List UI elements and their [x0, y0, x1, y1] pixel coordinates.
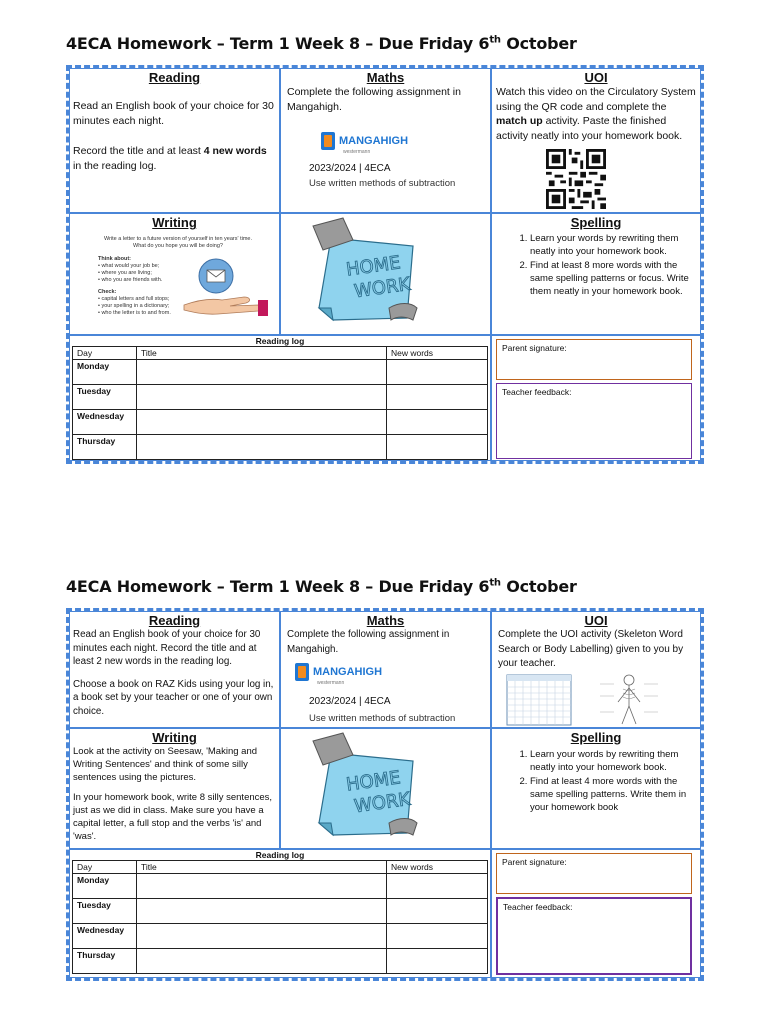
- col-title: Title: [137, 861, 387, 874]
- spelling-item: 1. Learn your words by rewriting them neatly into your homework book.: [530, 232, 694, 258]
- uoi-heading: UOI: [584, 613, 608, 628]
- teacher-feedback-box[interactable]: Teacher feedback:: [496, 383, 692, 459]
- table-row: Tuesday: [73, 899, 488, 924]
- spelling-cell: [491, 213, 701, 335]
- parent-signature-box[interactable]: Parent signature:: [496, 853, 692, 894]
- reading-instruction: Read an English book of your choice for 30 minutes each night. Record the title and at least 2 new words in the reading log.: [73, 629, 261, 667]
- feedback-cell: [491, 335, 701, 461]
- table-row: Monday: [73, 874, 488, 899]
- reading-cell: [69, 68, 280, 213]
- reading-log-cell: [69, 335, 491, 461]
- reading-log-table: [72, 346, 488, 460]
- reading-log-instruction: Record the title and at least 4 new words in the reading log.: [73, 145, 267, 172]
- reading-log-title: Reading log: [255, 336, 305, 346]
- title-entry[interactable]: [137, 385, 387, 410]
- reading-book-choice: Choose a book on RAZ Kids using your log in, a book set by your teacher or one of your own choice.: [73, 678, 274, 717]
- new-words-entry[interactable]: [387, 385, 488, 410]
- spelling-list: [492, 748, 700, 814]
- maths-task: Use written methods of subtraction: [309, 178, 456, 189]
- col-day: Day: [73, 347, 137, 360]
- homework-sheet-2: [66, 577, 704, 960]
- uoi-heading: UOI: [584, 70, 608, 85]
- table-row: Monday: [73, 360, 488, 385]
- writing-instruction: Look at the activity on Seesaw, 'Making and Writing Sentences' and think of some silly sentences using the pictures.: [73, 746, 258, 783]
- uoi-cell: [491, 611, 701, 728]
- title-entry[interactable]: [137, 924, 387, 949]
- uoi-instruction: Watch this video on the Circulatory System using the QR code and complete the match up activity. Paste the finished activity neatly into your homework book.: [496, 86, 696, 142]
- reading-heading: Reading: [148, 613, 201, 628]
- table-row: Wednesday: [73, 410, 488, 435]
- spelling-heading: Spelling: [570, 730, 622, 745]
- sheet-title: 4ECA Homework – Term 1 Week 8 – Due Friday 6th October: [66, 34, 577, 53]
- mangahigh-logo-icon: [321, 132, 335, 150]
- title-entry[interactable]: [137, 410, 387, 435]
- feedback-cell: [491, 849, 701, 978]
- title-entry[interactable]: [137, 874, 387, 899]
- title-entry[interactable]: [137, 899, 387, 924]
- col-new-words: New words: [387, 861, 488, 874]
- maths-instruction: Complete the following assignment in Mangahigh.: [287, 86, 461, 113]
- table-row: Thursday: [73, 949, 488, 974]
- mangahigh-logo: MANGAHIGH westermann: [321, 132, 490, 155]
- new-words-entry[interactable]: [387, 949, 488, 974]
- homework-sheet-1: [66, 34, 704, 446]
- title-entry[interactable]: [137, 360, 387, 385]
- qr-code-icon: [546, 149, 606, 209]
- uoi-cell: [491, 68, 701, 213]
- title-entry[interactable]: [137, 949, 387, 974]
- col-title: Title: [137, 347, 387, 360]
- reading-log-table: [72, 860, 488, 974]
- new-words-entry[interactable]: [387, 874, 488, 899]
- writing-heading: Writing: [152, 215, 197, 230]
- maths-task: Use written methods of subtraction: [309, 713, 456, 724]
- maths-year: 2023/2024 | 4ECA: [309, 696, 391, 707]
- mangahigh-logo-icon: [295, 663, 309, 681]
- maths-heading: Maths: [366, 613, 405, 628]
- new-words-entry[interactable]: [387, 435, 488, 460]
- new-words-entry[interactable]: [387, 410, 488, 435]
- title-entry[interactable]: [137, 435, 387, 460]
- poster-line-1: HOME: [344, 767, 402, 796]
- reading-log-title: Reading log: [255, 850, 305, 860]
- spelling-heading: Spelling: [570, 215, 622, 230]
- table-row: Wednesday: [73, 924, 488, 949]
- uoi-instruction: Complete the UOI activity (Skeleton Word Search or Body Labelling) given to you by your teacher.: [498, 629, 684, 669]
- new-words-entry[interactable]: [387, 924, 488, 949]
- maths-instruction: Complete the following assignment in Mangahigh.: [287, 629, 450, 655]
- homework-frame: [66, 608, 704, 981]
- table-row: Tuesday: [73, 385, 488, 410]
- maths-cell: [280, 611, 491, 728]
- writing-intro: Write a letter to a future version of yourself in ten years' time. What do you hope you will be doing?: [104, 236, 252, 249]
- col-new-words: New words: [387, 347, 488, 360]
- reading-log-cell: [69, 849, 491, 978]
- spelling-list: [492, 232, 700, 298]
- maths-year: 2023/2024 | 4ECA: [309, 163, 391, 174]
- homework-frame: [66, 65, 704, 464]
- homework-note-icon: [309, 731, 429, 843]
- new-words-entry[interactable]: [387, 360, 488, 385]
- writing-heading: Writing: [152, 730, 197, 745]
- spelling-cell: [491, 728, 701, 849]
- homework-poster-cell: [280, 213, 491, 335]
- parent-signature-box[interactable]: Parent signature:: [496, 339, 692, 380]
- homework-poster-cell: [280, 728, 491, 849]
- poster-line-1: HOME: [344, 252, 402, 281]
- reading-heading: Reading: [148, 70, 201, 85]
- spelling-item: 2. Find at least 8 more words with the same spelling patterns or focus. Write them neatly in your homework book.: [530, 259, 694, 298]
- sheet-title: 4ECA Homework – Term 1 Week 8 – Due Friday 6th October: [66, 577, 577, 596]
- spelling-item: 2. Find at least 4 more words with the same spelling patterns. Write them in your homework book: [530, 775, 694, 814]
- poster-line-2: WORK: [352, 788, 412, 818]
- reading-cell: [69, 611, 280, 728]
- mangahigh-logo: MANGAHIGH westermann: [295, 663, 490, 686]
- writing-task: In your homework book, write 8 silly sentences, just as we did in class. Make sure you have a capital letter, a full stop and the verbs 'is' and 'was'.: [73, 792, 273, 842]
- reading-instruction: Read an English book of your choice for 30 minutes each night.: [73, 100, 274, 127]
- new-words-entry[interactable]: [387, 899, 488, 924]
- skeleton-icon: [596, 672, 662, 726]
- maths-heading: Maths: [366, 70, 405, 85]
- homework-note-icon: [309, 216, 429, 328]
- writing-think-list: Think about: • what would your job be; • where you are living; • who you are friends with. Check: • capital letters and full stops; • your spelling in a dictionary; • who the letter is to and from.: [98, 256, 171, 316]
- word-search-icon: [506, 674, 572, 726]
- col-day: Day: [73, 861, 137, 874]
- writing-cell: [69, 728, 280, 849]
- maths-cell: [280, 68, 491, 213]
- letter-hand-icon: [178, 250, 270, 318]
- teacher-feedback-box[interactable]: Teacher feedback:: [496, 897, 692, 975]
- poster-line-2: WORK: [352, 273, 412, 303]
- table-row: Thursday: [73, 435, 488, 460]
- writing-cell: [69, 213, 280, 335]
- spelling-item: 1. Learn your words by rewriting them neatly into your homework book.: [530, 748, 694, 774]
